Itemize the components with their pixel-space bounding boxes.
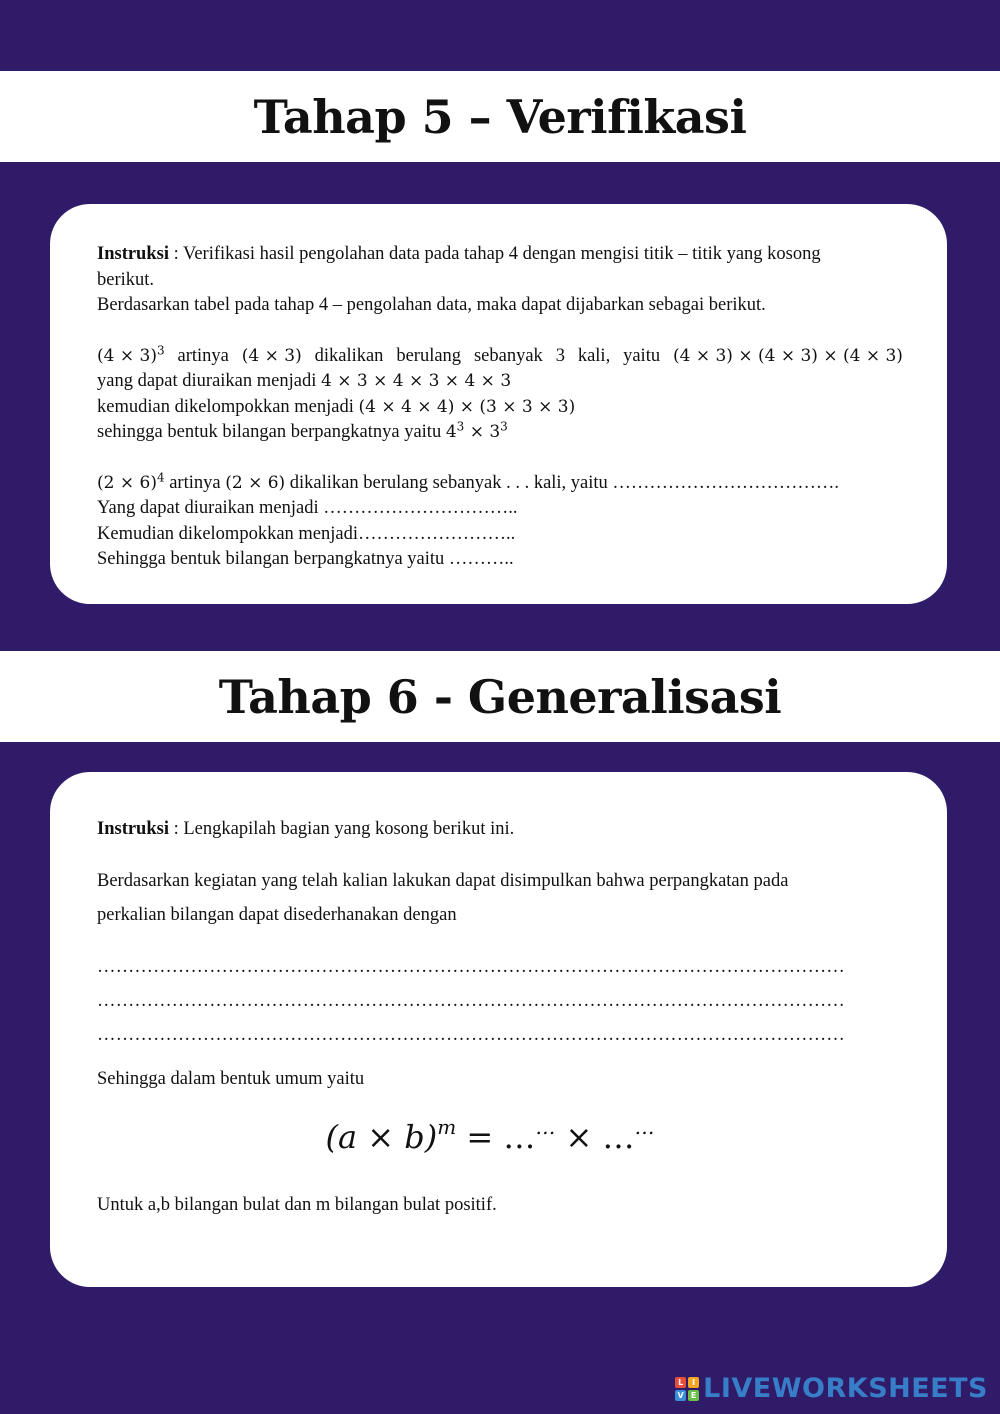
stage6-banner — [0, 651, 1000, 742]
example2-line3-blank[interactable]: Kemudian dikelompokkan menjadi…………………….. — [97, 523, 516, 544]
stage6-title: Tahap 6 - Generalisasi — [218, 669, 782, 724]
example2-line2-blank[interactable]: Yang dapat diuraikan menjadi ………………………….. — [97, 498, 518, 518]
stage6-paragraph: Berdasarkan kegiatan yang telah kalian lakukan dapat disimpulkan bahwa perpangkatan pada perkalian bilangan dapat disederhanakan dengan — [97, 871, 789, 925]
example2-line1[interactable]: $(2 \times 6)^4$ artinya (2 × 6) dikalikan berulang sebanyak . . . kali, yaitu ………………………………. — [97, 469, 840, 493]
stage6-instruction: Instruksi : Lengkapilah bagian yang kosong berikut ini. — [97, 819, 515, 839]
conclusion-blanks — [97, 950, 903, 1052]
example1-line2: yang dapat diuraikan menjadi 4 × 3 × 4 × 3 × 4 × 3 — [97, 371, 512, 391]
instruction-continuation: berikut. — [97, 269, 155, 290]
example1-line4: sehingga bentuk bilangan berpangkatnya yaitu $4^3 \times 3^3$ — [97, 419, 508, 442]
brand-text: LIVEWORKSHEETS — [703, 1373, 988, 1404]
example1-line3: kemudian dikelompokkan menjadi (4 × 4 × 4) × (3 × 3 × 3) — [97, 396, 576, 417]
formula-blank-exponent-2[interactable]: … — [634, 1115, 655, 1139]
formula-note: Untuk a,b bilangan bulat dan m bilangan bulat positif. — [97, 1195, 497, 1215]
stage5-card — [50, 204, 947, 604]
stage5-instruction: Instruksi : Verifikasi hasil pengolahan data pada tahap 4 dengan mengisi titik – titik yang kosong — [97, 244, 821, 264]
stage5-banner — [0, 71, 1000, 162]
blank-line[interactable]: ………………………………………………………………………………………………………… — [97, 991, 845, 1011]
instruction-label: Instruksi — [97, 244, 169, 264]
liveworksheets-logo — [675, 1373, 988, 1404]
example1-line1: $(4 \times 3)^3$ artinya (4 × 3) dikalikan berulang sebanyak 3 kali, yaitu (4 × 3) × (4 × 3) × (4 × 3) — [97, 342, 903, 366]
stage5-title: Tahap 5 – Verifikasi — [253, 89, 747, 144]
stage6-card — [50, 772, 947, 1287]
stage5-intro: Berdasarkan tabel pada tahap 4 – pengolahan data, maka dapat dijabarkan sebagai berikut. — [97, 295, 766, 315]
example2-line4-blank[interactable]: Sehingga bentuk bilangan berpangkatnya yaitu ……….. — [97, 549, 514, 569]
formula-blank-exponent-1[interactable]: … — [535, 1115, 556, 1139]
general-formula: $(a \times b)^m$ = …… × …… — [325, 1115, 655, 1156]
logo-grid-icon: L I V E — [675, 1377, 699, 1401]
instruction-label: Instruksi — [97, 819, 169, 839]
general-form-label: Sehingga dalam bentuk umum yaitu — [97, 1069, 365, 1089]
blank-line[interactable]: ………………………………………………………………………………………………………… — [97, 1025, 845, 1045]
blank-line[interactable]: ………………………………………………………………………………………………………… — [97, 957, 845, 977]
